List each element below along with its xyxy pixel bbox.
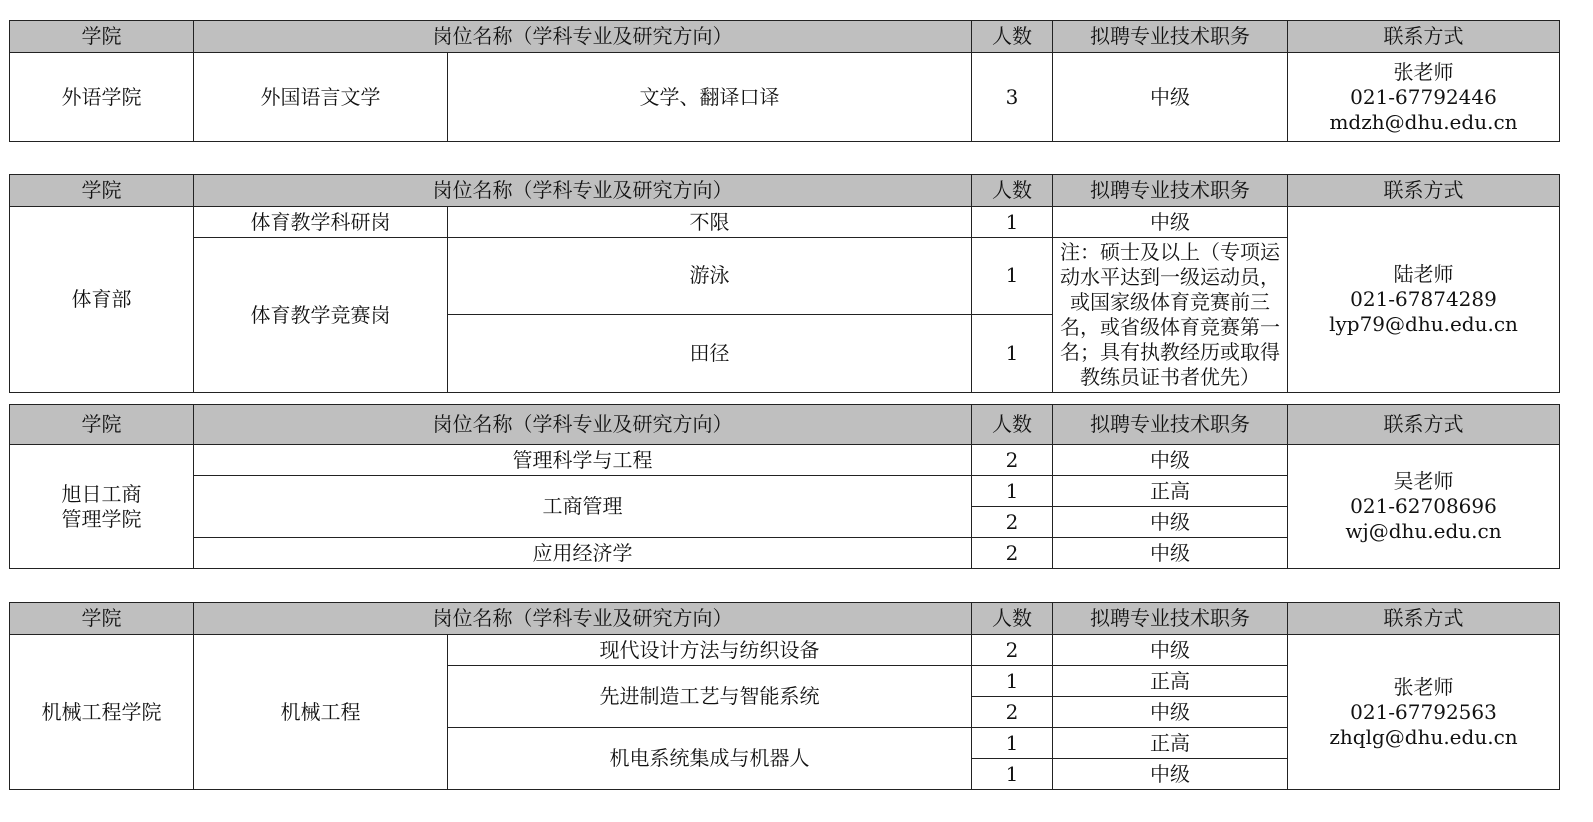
college-cell: 机械工程学院 (10, 635, 194, 790)
contact-phone: 021-67792563 (1350, 699, 1497, 724)
contact-email: mdzh@dhu.edu.cn (1329, 109, 1518, 134)
research-post-cell: 体育教学科研岗 (194, 207, 448, 238)
header-college: 学院 (10, 405, 194, 445)
count-cell: 2 (972, 697, 1053, 728)
direction-cell: 不限 (448, 207, 972, 238)
college-name-line2: 管理学院 (61, 506, 142, 531)
college-cell (10, 445, 194, 569)
college-cell: 外语学院 (10, 53, 194, 142)
note-cell: 注：硕士及以上（专项运动水平达到一级运动员，或国家级体育竞赛前三名，或省级体育竞赛第一名；具有执教经历或取得教练员证书者优先） (1053, 238, 1288, 393)
title-cell: 中级 (1053, 53, 1288, 142)
header-contact: 联系方式 (1288, 405, 1560, 445)
contact-email: lyp79@dhu.edu.cn (1329, 312, 1518, 336)
count-cell: 2 (972, 635, 1053, 666)
header-contact: 联系方式 (1288, 175, 1560, 207)
contact-cell (1288, 635, 1560, 790)
contact-cell (1288, 207, 1560, 393)
table-foreign-languages (9, 20, 1560, 142)
count-cell: 1 (972, 238, 1053, 315)
direction-cell: 机电系统集成与机器人 (448, 728, 972, 790)
contact-phone: 021-67792446 (1350, 84, 1497, 109)
position-cell: 应用经济学 (194, 538, 972, 569)
title-cell: 中级 (1053, 759, 1288, 790)
contact-email: wj@dhu.edu.cn (1345, 519, 1502, 543)
position-cell: 管理科学与工程 (194, 445, 972, 476)
title-cell: 中级 (1053, 635, 1288, 666)
title-cell: 正高 (1053, 728, 1288, 759)
header-contact: 联系方式 (1288, 603, 1560, 635)
count-cell: 3 (972, 53, 1053, 142)
count-cell: 1 (972, 759, 1053, 790)
header-position: 岗位名称（学科专业及研究方向） (194, 175, 972, 207)
header-count: 人数 (972, 21, 1053, 53)
contact-cell (1288, 445, 1560, 569)
count-cell: 1 (972, 666, 1053, 697)
title-cell: 中级 (1053, 507, 1288, 538)
direction-cell: 现代设计方法与纺织设备 (448, 635, 972, 666)
table-sports (9, 174, 1560, 393)
contact-name: 吴老师 (1393, 469, 1454, 493)
header-position: 岗位名称（学科专业及研究方向） (194, 405, 972, 445)
count-cell: 1 (972, 314, 1053, 392)
header-title: 拟聘专业技术职务 (1053, 21, 1288, 53)
direction-cell: 文学、翻译口译 (448, 53, 972, 142)
contact-phone: 021-67874289 (1350, 287, 1497, 311)
count-cell: 2 (972, 507, 1053, 538)
contact-phone: 021-62708696 (1350, 494, 1497, 518)
count-cell: 1 (972, 728, 1053, 759)
contact-name: 陆老师 (1393, 262, 1454, 286)
header-title: 拟聘专业技术职务 (1053, 603, 1288, 635)
contact-email: zhqlg@dhu.edu.cn (1329, 724, 1518, 749)
header-title: 拟聘专业技术职务 (1053, 175, 1288, 207)
discipline-cell: 机械工程 (194, 635, 448, 790)
competition-post-cell: 体育教学竞赛岗 (194, 238, 448, 393)
title-cell: 正高 (1053, 476, 1288, 507)
header-contact: 联系方式 (1288, 21, 1560, 53)
table-mechanical (9, 602, 1560, 790)
header-count: 人数 (972, 405, 1053, 445)
count-cell: 1 (972, 207, 1053, 238)
direction-cell: 游泳 (448, 238, 972, 315)
contact-cell (1288, 53, 1560, 142)
header-position: 岗位名称（学科专业及研究方向） (194, 603, 972, 635)
title-cell: 中级 (1053, 445, 1288, 476)
direction-cell: 田径 (448, 314, 972, 392)
title-cell: 正高 (1053, 666, 1288, 697)
college-name-line1: 旭日工商 (61, 481, 142, 506)
header-college: 学院 (10, 175, 194, 207)
header-title: 拟聘专业技术职务 (1053, 405, 1288, 445)
contact-name: 张老师 (1393, 674, 1454, 699)
discipline-cell: 外国语言文学 (194, 53, 448, 142)
header-count: 人数 (972, 175, 1053, 207)
title-cell: 中级 (1053, 207, 1288, 238)
header-college: 学院 (10, 603, 194, 635)
count-cell: 1 (972, 476, 1053, 507)
direction-cell: 先进制造工艺与智能系统 (448, 666, 972, 728)
position-cell: 工商管理 (194, 476, 972, 538)
college-cell: 体育部 (10, 207, 194, 393)
title-cell: 中级 (1053, 538, 1288, 569)
table-xuri-business (9, 404, 1560, 569)
contact-name: 张老师 (1393, 59, 1454, 84)
count-cell: 2 (972, 538, 1053, 569)
count-cell: 2 (972, 445, 1053, 476)
header-position: 岗位名称（学科专业及研究方向） (194, 21, 972, 53)
title-cell: 中级 (1053, 697, 1288, 728)
header-count: 人数 (972, 603, 1053, 635)
header-college: 学院 (10, 21, 194, 53)
